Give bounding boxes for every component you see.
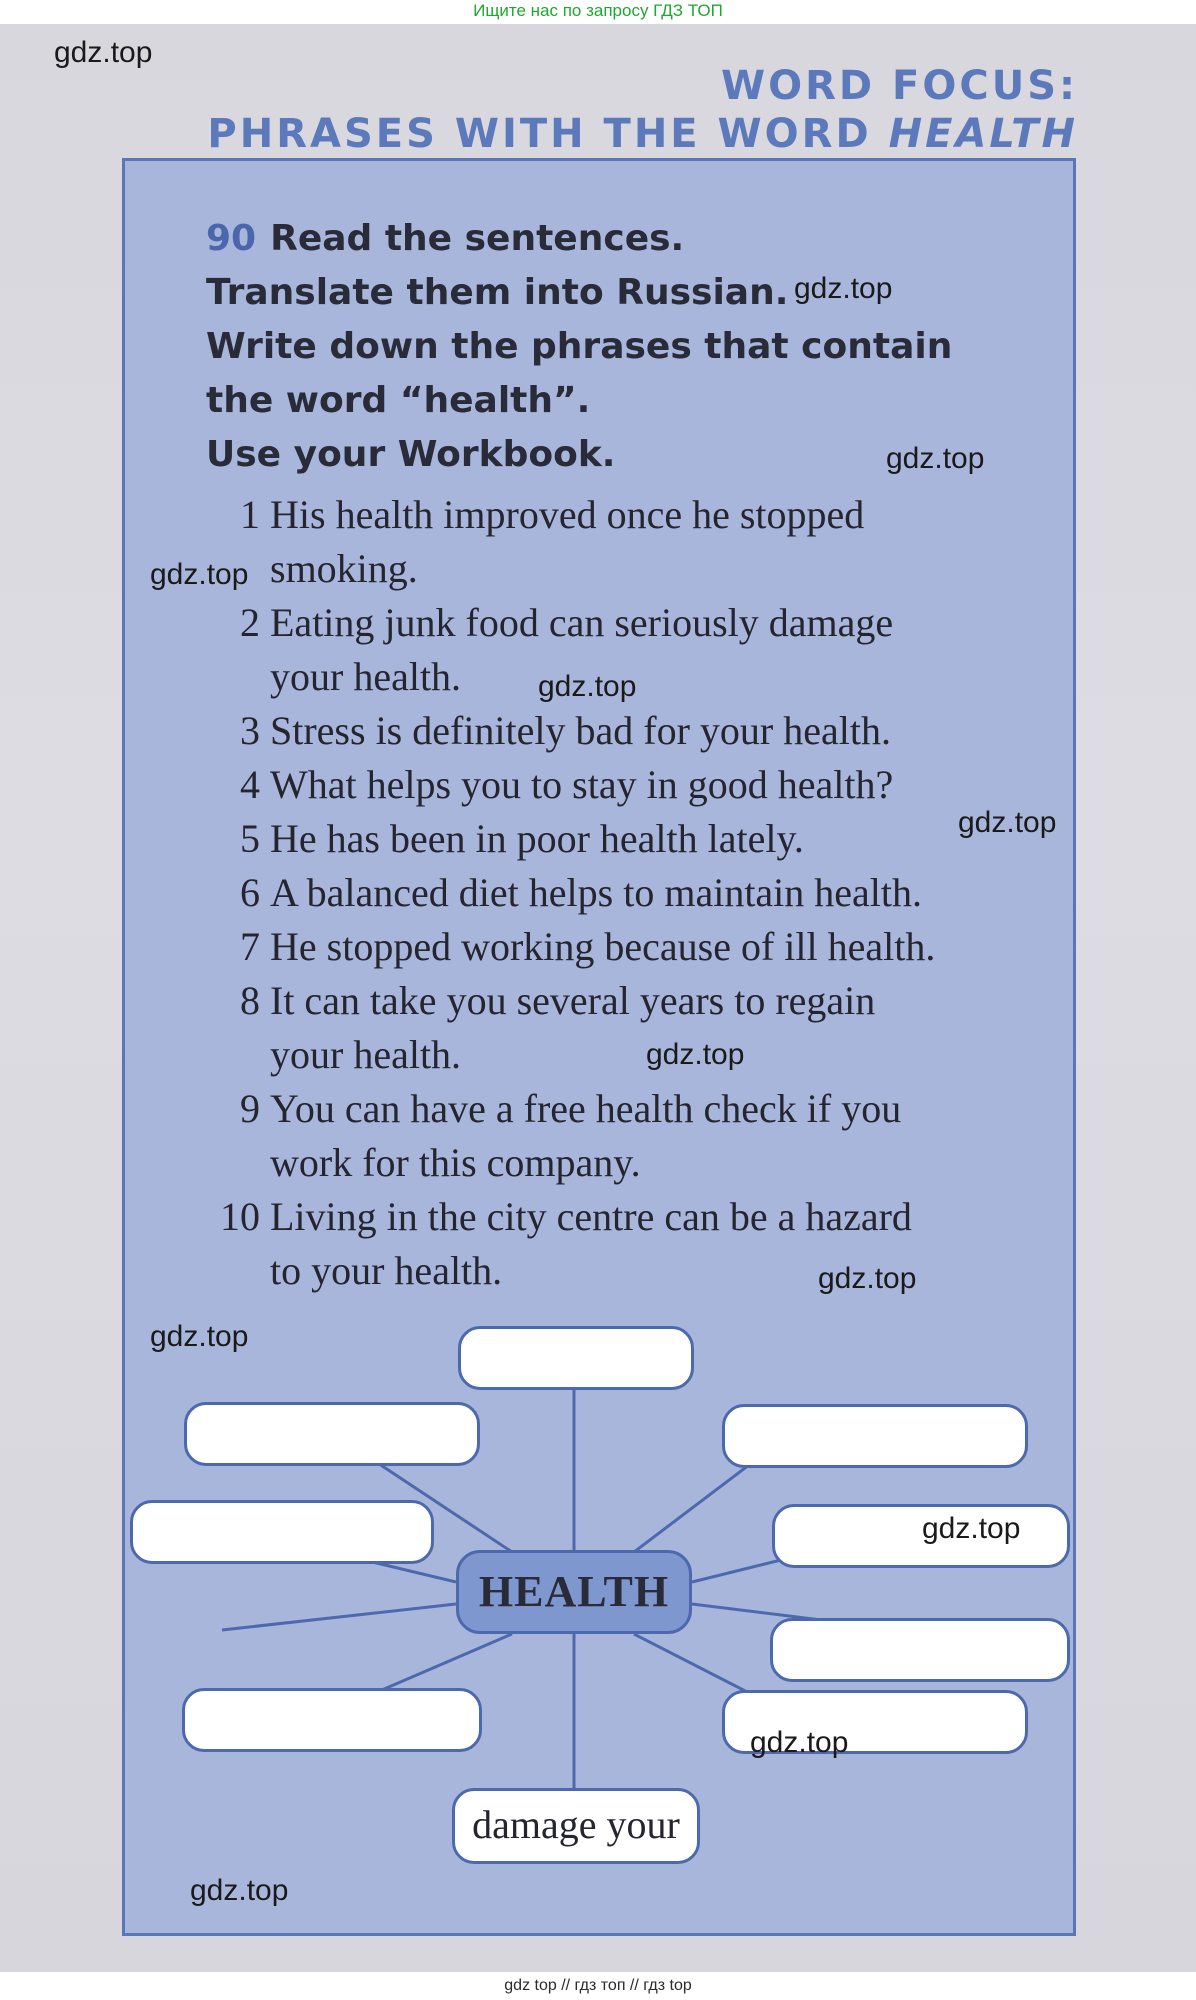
watermark: gdz.top — [958, 806, 1057, 839]
mind-map-blank-box[interactable] — [722, 1404, 1028, 1468]
heading-line-2 — [207, 110, 1078, 158]
sentence-text: You can have a free health check if you — [270, 1086, 902, 1131]
sentence-line — [208, 596, 1028, 650]
heading-line-1: WORD FOCUS: — [720, 63, 1078, 109]
sentence-number: 1 — [240, 492, 260, 537]
mind-map-blank-box[interactable] — [770, 1618, 1070, 1682]
sentence-text: He has been in poor health lately. — [270, 816, 804, 861]
sentence-line — [208, 1082, 1028, 1136]
sentence-text: smoking. — [270, 546, 418, 591]
watermark: gdz.top — [818, 1262, 917, 1295]
instruction-line: Write down the phrases that contain — [206, 326, 953, 367]
top-banner[interactable]: Ищите нас по запросу ГДЗ ТОП — [473, 1, 723, 20]
sentence-number: 8 — [240, 978, 260, 1023]
instruction-line: Translate them into Russian. — [206, 272, 789, 313]
heading-line-2-prefix: PHRASES WITH THE WORD — [207, 111, 889, 157]
watermark: gdz.top — [922, 1512, 1021, 1545]
sentence-number: 7 — [240, 924, 260, 969]
sentence-text: He stopped working because of ill health. — [270, 924, 936, 969]
mind-map-blank-box[interactable] — [458, 1326, 694, 1390]
bottom-banner[interactable]: gdz top // гдз топ // гдз top — [504, 1977, 692, 1994]
sentence-line — [208, 758, 1028, 812]
sentence-text: It can take you several years to regain — [270, 978, 876, 1023]
watermark: gdz.top — [886, 442, 985, 475]
sentence-text: Stress is definitely bad for your health. — [270, 708, 891, 753]
watermark: gdz.top — [54, 36, 153, 69]
watermark: gdz.top — [150, 1320, 249, 1353]
watermark: gdz.top — [794, 272, 893, 305]
instruction-text: Read the sentences. — [270, 218, 685, 259]
sentence-text: work for this company. — [270, 1140, 641, 1185]
instruction-line: the word “health”. — [206, 380, 591, 421]
sentence-number — [208, 1028, 270, 1082]
mind-map — [122, 1300, 1076, 1880]
watermark: gdz.top — [646, 1038, 745, 1071]
sentence-line — [208, 920, 1028, 974]
instruction-line: Use your Workbook. — [206, 434, 616, 475]
sentence-line — [208, 1028, 1028, 1082]
sentence-line — [208, 1136, 1028, 1190]
sentence-number: 9 — [240, 1086, 260, 1131]
sentence-number: 2 — [240, 600, 260, 645]
sentence-number — [208, 1136, 270, 1190]
sentence-line — [208, 866, 1028, 920]
mind-map-blank-box[interactable] — [182, 1688, 482, 1752]
sentence-number: 4 — [240, 762, 260, 807]
sentence-number: 10 — [220, 1194, 260, 1239]
sentence-line — [208, 1190, 1028, 1244]
sentence-line — [208, 974, 1028, 1028]
sentence-list — [208, 488, 1028, 1298]
sentence-text: What helps you to stay in good health? — [270, 762, 894, 807]
sentence-number — [208, 1244, 270, 1298]
sentence-text: His health improved once he stopped — [270, 492, 865, 537]
sentence-line — [208, 488, 1028, 542]
sentence-line — [208, 704, 1028, 758]
sentence-text: your health. — [270, 1032, 462, 1077]
sentence-text: Eating junk food can seriously damage — [270, 600, 894, 645]
watermark: gdz.top — [750, 1726, 849, 1759]
sentence-text: Living in the city centre can be a hazard — [270, 1194, 912, 1239]
sentence-number: 5 — [240, 816, 260, 861]
instruction-line — [206, 212, 1006, 266]
watermark: gdz.top — [150, 558, 249, 591]
sentence-line — [208, 812, 1028, 866]
mind-map-blank-box[interactable] — [184, 1402, 480, 1466]
sentence-number: 6 — [240, 870, 260, 915]
sentence-text: A balanced diet helps to maintain health. — [270, 870, 923, 915]
sentence-line — [208, 542, 1028, 596]
mind-map-blank-box[interactable] — [130, 1500, 434, 1564]
sentence-number — [208, 650, 270, 704]
watermark: gdz.top — [190, 1874, 289, 1907]
connector-line — [222, 1604, 456, 1630]
heading-health-word: HEALTH — [888, 111, 1078, 157]
watermark: gdz.top — [538, 670, 637, 703]
sentence-text: your health. — [270, 654, 462, 699]
page-heading — [207, 62, 1078, 158]
mind-map-center-health: HEALTH — [456, 1550, 692, 1634]
exercise-number: 90 — [206, 218, 257, 259]
mind-map-example-damage-your: damage your — [452, 1788, 700, 1864]
mind-map-blank-box[interactable] — [772, 1504, 1070, 1568]
sentence-text: to your health. — [270, 1248, 503, 1293]
sentence-number: 3 — [240, 708, 260, 753]
